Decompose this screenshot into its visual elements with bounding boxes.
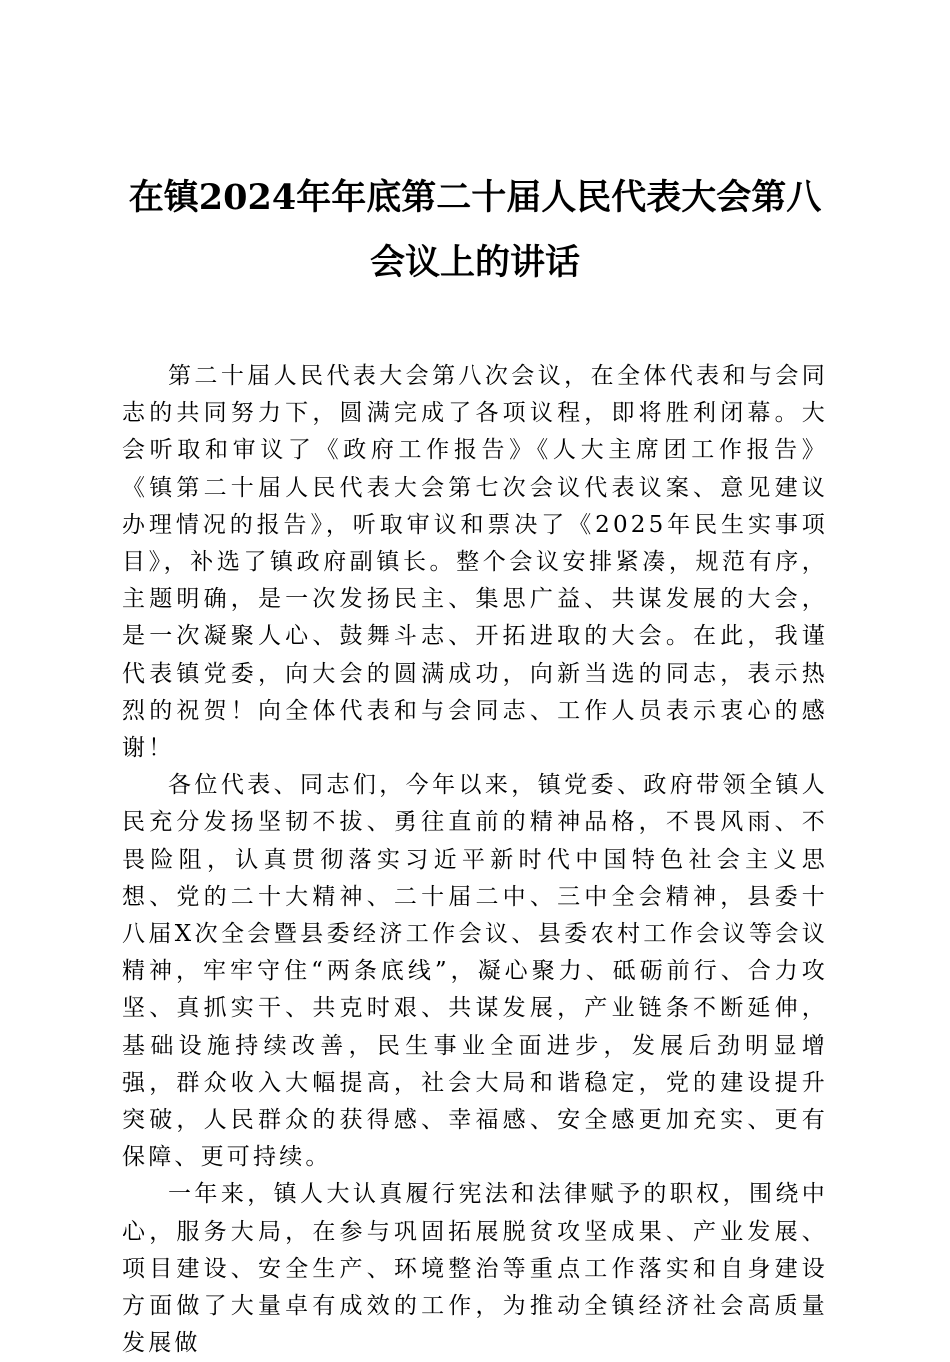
paragraph-2: 各位代表、同志们，今年以来，镇党委、政府带领全镇人民充分发扬坚韧不拔、勇往直前的精神品格，不畏风雨、不畏险阻，认真贯彻落实习近平新时代中国特色社会主义思想、党的二十大精神、二十届二中、三中全会精神，县委十八届X次全会暨县委经济工作会议、县委农村工作会议等会议精神，牢牢守住“两条底线”，凝心聚力、砥砺前行、合力攻坚、真抓实干、共克时艰、共谋发展，产业链条不断延伸，基础设施持续改善，民生事业全面进步，发展后劲明显增强，群众收入大幅提高，社会大局和谐稳定，党的建设提升突破，人民群众的获得感、幸福感、安全感更加充实、更有保障、更可持续。 xyxy=(122,772,828,1171)
document-body xyxy=(122,358,828,1362)
paragraph-1: 第二十届人民代表大会第八次会议，在全体代表和与会同志的共同努力下，圆满完成了各项议程，即将胜利闭幕。大会听取和审议了《政府工作报告》《人大主席团工作报告》《镇第二十届人民代表大会第七次会议代表议案、意见建议办理情况的报告》，听取审议和票决了《2025年民生实事项目》，补选了镇政府副镇长。整个会议安排紧凑，规范有序，主题明确，是一次发扬民主、集思广益、共谋发展的大会，是一次凝聚人心、鼓舞斗志、开拓进取的大会。在此，我谨代表镇党委，向大会的圆满成功，向新当选的同志，表示热烈的祝贺！向全体代表和与会同志、工作人员表示衷心的感谢！ xyxy=(122,363,828,762)
paragraph-3: 一年来，镇人大认真履行宪法和法律赋予的职权，围绕中心，服务大局，在参与巩固拓展脱贫攻坚成果、产业发展、项目建设、安全生产、环境整治等重点工作落实和自身建设方面做了大量卓有成效的工作，为推动全镇经济社会高质量发展做 xyxy=(122,1181,828,1357)
document-title: 在镇2024年年底第二十届人民代表大会第八会议上的讲话 xyxy=(128,177,822,283)
